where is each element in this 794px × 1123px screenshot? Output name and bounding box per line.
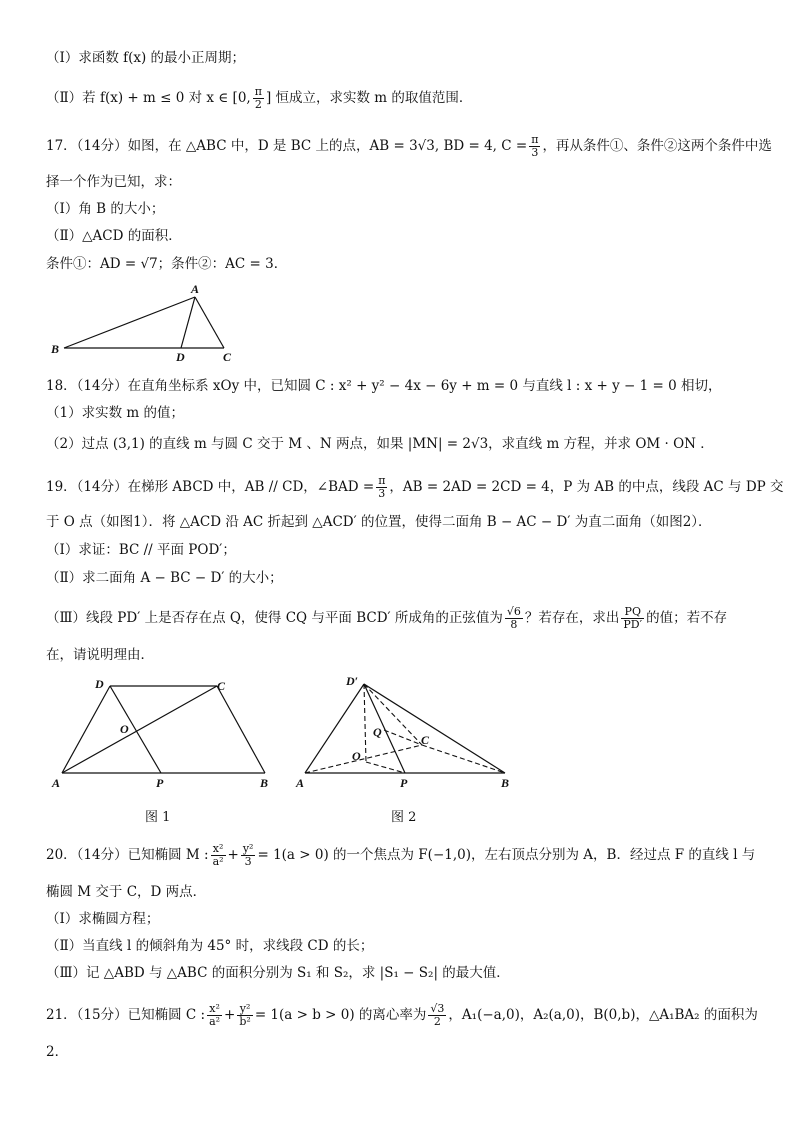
p20-frac2 bbox=[241, 843, 256, 868]
p16-part2-text: （Ⅱ）若 f(x) + m ≤ 0 对 x ∈ [0, bbox=[46, 90, 251, 106]
label-d: D bbox=[95, 677, 104, 691]
frac-den: 3 bbox=[378, 487, 386, 500]
dashed-op bbox=[366, 762, 405, 773]
frac-den: a² bbox=[209, 1015, 221, 1028]
frac-num: x² bbox=[211, 843, 226, 856]
dashed-qc bbox=[384, 730, 422, 745]
p20-stem-line2: 椭圆 M 交于 C，D 两点． bbox=[46, 884, 207, 900]
label-p: P bbox=[156, 776, 164, 790]
frac-den: 2 bbox=[254, 98, 262, 111]
p19-part1: （Ⅰ）求证：BC // 平面 POD′； bbox=[46, 542, 236, 558]
p19-part3-text: （Ⅲ）线段 PD′ 上是否存在点 Q，使得 CQ 与平面 BCD′ 所成角的正弦值为 bbox=[46, 610, 503, 626]
p19-part3 bbox=[46, 606, 727, 631]
label-c: C bbox=[223, 350, 232, 364]
p21-stem-mid: = 1(a > b > 0) 的离心率为 bbox=[254, 1007, 427, 1023]
p21-frac3 bbox=[428, 1003, 446, 1028]
p19-stem-text: 19．（14分）在梯形 ABCD 中，AB // CD，∠BAD = bbox=[46, 479, 375, 495]
p19-part3-end: 的值；若不存 bbox=[646, 610, 728, 626]
label-c: C bbox=[421, 733, 430, 747]
frac-den: 2 bbox=[433, 1015, 441, 1028]
label-b: B bbox=[51, 342, 60, 356]
triangle-figure bbox=[46, 280, 246, 365]
dashed-ac bbox=[305, 745, 422, 773]
p19-part3-line2: 在，请说明理由． bbox=[46, 647, 154, 663]
p17-stem-text: 17．（14分）如图，在 △ABC 中，D 是 BC 上的点，AB = 3√3, BD = 4, C = bbox=[46, 138, 528, 154]
p19-frac bbox=[376, 475, 387, 500]
frac-den: PD′ bbox=[623, 618, 643, 631]
p20-stem-text-end: = 1(a > 0) 的一个焦点为 F(−1,0)，左右顶点分别为 A，B．经过点 F 的直线 l 与 bbox=[257, 847, 756, 863]
p16-part2-text-end: ] 恒成立，求实数 m 的取值范围． bbox=[265, 90, 473, 106]
label-a: A bbox=[52, 776, 61, 790]
dashed-cb bbox=[422, 745, 505, 773]
p17-frac bbox=[529, 134, 540, 159]
fig2-caption: 图 2 bbox=[391, 810, 417, 825]
edge-cb bbox=[217, 686, 265, 773]
p16-frac bbox=[253, 86, 264, 111]
label-c: C bbox=[217, 679, 226, 693]
frac-num: PQ bbox=[621, 606, 644, 619]
p20-stem bbox=[46, 843, 755, 868]
p17-stem-line2: 择一个作为已知，求： bbox=[46, 174, 181, 190]
p20-frac1 bbox=[211, 843, 226, 868]
p19-stem-line2: 于 O 点（如图1）．将 △ACD 沿 AC 折起到 △ACD′ 的位置，使得二面角 B − AC − D′ 为直二面角（如图2）． bbox=[46, 514, 712, 530]
p21-frac1 bbox=[207, 1003, 222, 1028]
folded-figure-2 bbox=[292, 670, 522, 795]
segment-ac bbox=[195, 297, 224, 348]
plus-sign: + bbox=[224, 1007, 236, 1023]
segment-ad bbox=[181, 297, 195, 348]
frac-num: √3 bbox=[430, 1002, 445, 1015]
segment-dp bbox=[110, 686, 161, 773]
p21-stem-text-end: ，A₁(−a,0)，A₂(a,0)，B(0,b)，△A₁BA₂ 的面积为 bbox=[448, 1007, 758, 1023]
p19-part2: （Ⅱ）求二面角 A − BC − D′ 的大小； bbox=[46, 570, 283, 586]
p21-stem bbox=[46, 1003, 758, 1028]
label-p: P bbox=[400, 776, 408, 790]
fig1-caption: 图 1 bbox=[145, 810, 171, 825]
p19-frac1 bbox=[505, 606, 523, 631]
p18-part2: （2）过点 (3,1) 的直线 m 与圆 C 交于 M 、N 两点，如果 |MN| = 2√3，求直线 m 方程，并求 OM · ON ． bbox=[46, 436, 714, 452]
label-a: A bbox=[191, 282, 200, 296]
frac-den: 8 bbox=[510, 618, 518, 631]
frac-num: π bbox=[254, 85, 262, 98]
p17-part1: （Ⅰ）角 B 的大小； bbox=[46, 201, 165, 217]
label-d: D bbox=[176, 350, 185, 364]
p18-part1: （1）求实数 m 的值； bbox=[46, 405, 184, 421]
frac-num: y² bbox=[242, 842, 254, 855]
label-a: A bbox=[296, 776, 305, 790]
frac-den: a² bbox=[212, 855, 224, 868]
p17-stem-text-end: ，再从条件①、条件②这两个条件中选 bbox=[542, 138, 772, 154]
frac-num: π bbox=[378, 474, 386, 487]
label-d-prime: D′ bbox=[346, 674, 359, 688]
p19-stem bbox=[46, 475, 784, 500]
p21-frac2 bbox=[237, 1003, 252, 1028]
p19-stem-text-end: ，AB = 2AD = 2CD = 4，P 为 AB 的中点，线段 AC 与 DP 交 bbox=[389, 479, 784, 495]
p16-part1: （Ⅰ）求函数 f(x) 的最小正周期； bbox=[46, 50, 246, 66]
p18-stem: 18．（14分）在直角坐标系 xOy 中，已知圆 C : x² + y² − 4x − 6y + m = 0 与直线 l : x + y − 1 = 0 相切， bbox=[46, 378, 722, 394]
frac-den: 3 bbox=[531, 146, 539, 159]
label-o: O bbox=[120, 722, 129, 736]
p20-stem-text: 20．（14分）已知椭圆 M : bbox=[46, 847, 209, 863]
p21-stem-line2: 2． bbox=[46, 1044, 69, 1060]
label-q: Q bbox=[373, 725, 382, 739]
p21-stem-text: 21．（15分）已知椭圆 C : bbox=[46, 1007, 206, 1023]
frac-num: y² bbox=[237, 1003, 252, 1016]
p17-part2: （Ⅱ）△ACD 的面积． bbox=[46, 228, 182, 244]
trapezoid-figure-1 bbox=[50, 675, 280, 795]
p17-stem bbox=[46, 134, 772, 159]
frac-den: 3 bbox=[244, 855, 252, 868]
diagonal-ac bbox=[62, 686, 217, 773]
dashed-do bbox=[364, 684, 366, 762]
frac-num: π bbox=[531, 133, 539, 146]
p20-part3: （Ⅲ）记 △ABD 与 △ABC 的面积分别为 S₁ 和 S₂，求 |S₁ − S₂| 的最大值． bbox=[46, 965, 510, 981]
frac-den: b² bbox=[239, 1015, 251, 1028]
plus-sign: + bbox=[227, 847, 239, 863]
p20-part1: （Ⅰ）求椭圆方程； bbox=[46, 911, 160, 927]
label-b: B bbox=[501, 776, 510, 790]
p20-part2: （Ⅱ）当直线 l 的倾斜角为 45° 时，求线段 CD 的长； bbox=[46, 938, 374, 954]
p19-frac2 bbox=[621, 606, 644, 631]
label-b: B bbox=[260, 776, 269, 790]
frac-num: √6 bbox=[506, 605, 521, 618]
frac-num: x² bbox=[207, 1003, 222, 1016]
label-o: O bbox=[352, 749, 361, 763]
p17-conditions: 条件①：AD = √7；条件②：AC = 3． bbox=[46, 256, 288, 272]
p16-part2 bbox=[46, 86, 472, 111]
segment-ba bbox=[64, 297, 195, 348]
p19-part3-mid: ？若存在，求出 bbox=[524, 610, 620, 626]
